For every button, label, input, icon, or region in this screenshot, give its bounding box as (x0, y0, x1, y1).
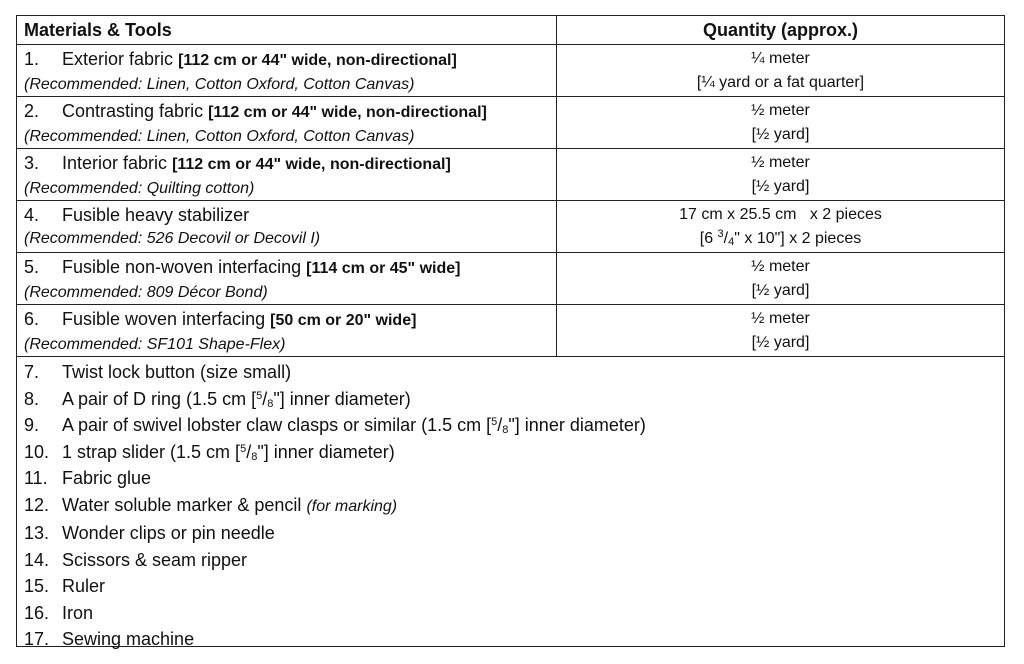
quantity-text: " x 10"] x 2 pieces (734, 230, 862, 247)
material-cell (17, 253, 557, 304)
quantity-cell (557, 253, 1004, 304)
material-cell (17, 305, 557, 356)
item-name: Fusible woven interfacing (62, 309, 266, 329)
quantity-imperial: [½ yard] (751, 334, 810, 351)
quantity-metric: ½ meter (751, 102, 810, 119)
item-name: Fusible non-woven interfacing (62, 257, 302, 277)
fraction-denominator: 8 (251, 450, 258, 463)
list-item (24, 600, 646, 627)
item-text: Wonder clips or pin needle (62, 523, 275, 543)
fraction-denominator: 8 (502, 424, 509, 436)
item-number: 10. (24, 441, 50, 462)
fraction-numerator: 5 (256, 389, 263, 402)
item-name: Exterior fabric (62, 49, 174, 69)
item-spec: [114 cm or 45" wide] (306, 260, 461, 277)
material-cell (17, 45, 557, 96)
item-text: Scissors & seam ripper (62, 549, 248, 570)
item-number: 1. (24, 49, 40, 69)
quantity-cell (557, 201, 1004, 252)
item-number: 3. (24, 153, 40, 173)
item-number: 11. (24, 468, 48, 488)
material-cell (17, 97, 557, 148)
item-note: (for marking) (306, 497, 398, 515)
fraction-numerator: 3 (717, 228, 724, 240)
fraction-numerator: 5 (240, 442, 247, 455)
header-quantity: Quantity (approx.) (702, 20, 858, 40)
item-recommendation: (Recommended: SF101 Shape-Flex) (24, 336, 286, 353)
quantity-imperial: [½ yard] (751, 126, 810, 143)
materials-table (16, 15, 1005, 647)
table-row (17, 253, 1004, 305)
list-item (24, 520, 646, 547)
item-text: "] inner diameter) (257, 441, 395, 462)
quantity-cell (557, 149, 1004, 200)
quantity-cell (557, 305, 1004, 356)
item-text: "] inner diameter) (508, 415, 646, 435)
table-row (17, 97, 1004, 149)
list-item (24, 465, 646, 492)
fraction-slash: / (497, 415, 503, 435)
fraction-numerator: 5 (491, 416, 498, 428)
item-recommendation: (Recommended: 809 Décor Bond) (24, 284, 268, 301)
list-item (24, 492, 646, 521)
item-number: 8. (24, 388, 40, 409)
quantity-imperial: [½ yard] (751, 178, 810, 195)
fraction-denominator: 4 (728, 236, 735, 248)
item-text: Iron (62, 602, 94, 623)
list-item (24, 626, 646, 653)
list-item (24, 386, 646, 413)
quantity-metric: ½ meter (751, 258, 810, 275)
quantity-imperial (561, 227, 1000, 251)
list-item (24, 412, 646, 439)
item-number: 16. (24, 602, 50, 623)
item-number: 2. (24, 101, 40, 121)
item-recommendation: (Recommended: Quilting cotton) (24, 180, 255, 197)
quantity-metric: ¼ meter (751, 50, 810, 67)
material-cell (17, 201, 557, 252)
item-text: "] inner diameter) (273, 388, 411, 409)
quantity-cell (557, 97, 1004, 148)
quantity-cell (557, 45, 1004, 96)
quantity-imperial: [¼ yard or a fat quarter] (696, 74, 865, 91)
item-number: 15. (24, 576, 50, 596)
item-recommendation: (Recommended: 526 Decovil or Decovil I) (24, 230, 321, 247)
quantity-imperial: [½ yard] (751, 282, 810, 299)
item-recommendation: (Recommended: Linen, Cotton Oxford, Cotton Canvas) (24, 128, 415, 145)
fraction-denominator: 8 (267, 397, 274, 410)
item-number: 5. (24, 257, 40, 277)
item-text: Sewing machine (62, 629, 195, 649)
item-name: Interior fabric (62, 153, 168, 173)
list-item (24, 439, 646, 466)
table-row (17, 45, 1004, 97)
table-row (17, 305, 1004, 357)
table-row (17, 201, 1004, 253)
item-text: A pair of D ring (1.5 cm [ (62, 388, 257, 409)
item-recommendation: (Recommended: Linen, Cotton Oxford, Cotton Canvas) (24, 76, 415, 93)
item-number: 12. (24, 494, 50, 515)
material-cell (17, 149, 557, 200)
item-spec: [50 cm or 20" wide] (270, 312, 417, 329)
table-row (17, 149, 1004, 201)
tools-list (17, 357, 653, 653)
item-number: 4. (24, 205, 40, 225)
item-number: 7. (24, 362, 40, 382)
item-text: A pair of swivel lobster claw clasps or similar (1.5 cm [ (62, 415, 492, 435)
quantity-metric: ½ meter (751, 154, 810, 171)
item-name: Contrasting fabric (62, 101, 204, 121)
item-number: 13. (24, 523, 50, 543)
item-text: Fabric glue (62, 468, 152, 488)
quantity-metric: 17 cm x 25.5 cm x 2 pieces (679, 206, 882, 223)
list-item (24, 547, 646, 574)
quantity-metric: ½ meter (751, 310, 810, 327)
item-text: Ruler (62, 576, 106, 596)
quantity-text: [6 (699, 230, 718, 247)
item-number: 6. (24, 309, 40, 329)
fraction-slash: / (723, 230, 729, 247)
item-text: Twist lock button (size small) (62, 362, 292, 382)
tools-row (17, 357, 1004, 653)
item-text: 1 strap slider (1.5 cm [ (62, 441, 241, 462)
item-number: 14. (24, 549, 50, 570)
item-text: Water soluble marker & pencil (62, 494, 302, 515)
fraction-slash: / (262, 388, 268, 409)
list-item (24, 359, 646, 386)
fraction-slash: / (246, 441, 252, 462)
table-header-row (17, 16, 1004, 45)
item-spec: [112 cm or 44" wide, non-directional] (208, 104, 487, 121)
item-name: Fusible heavy stabilizer (62, 205, 250, 225)
item-number: 9. (24, 415, 40, 435)
header-materials: Materials & Tools (17, 16, 557, 44)
item-spec: [112 cm or 44" wide, non-directional] (178, 52, 457, 69)
item-spec: [112 cm or 44" wide, non-directional] (172, 156, 451, 173)
list-item (24, 573, 646, 600)
item-number: 17. (24, 629, 50, 649)
